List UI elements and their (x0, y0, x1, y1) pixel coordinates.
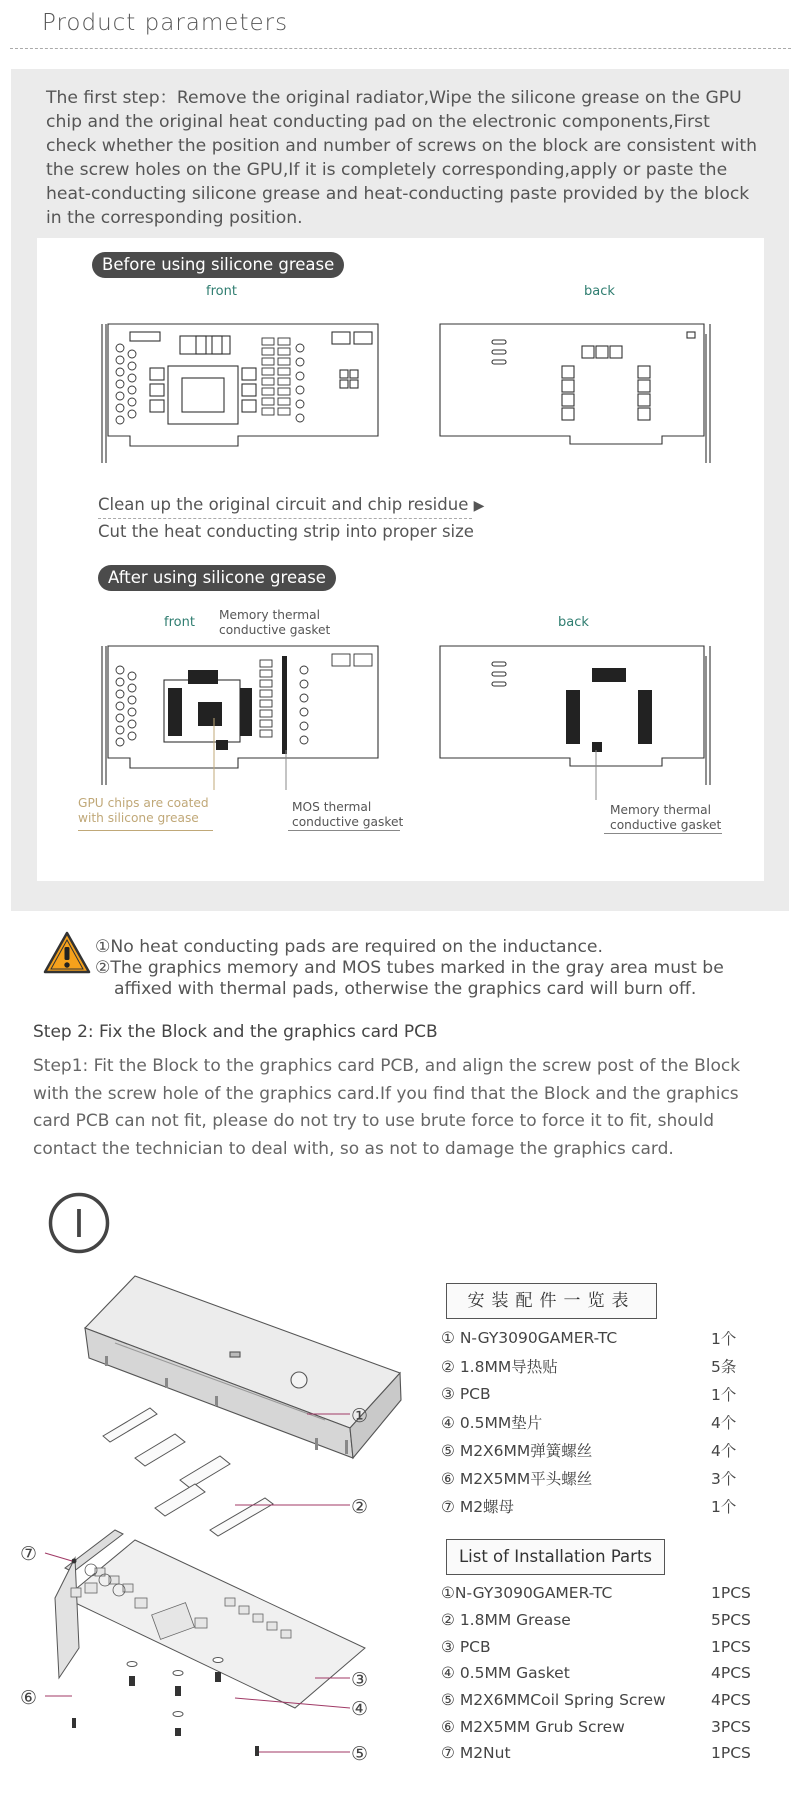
list-item: ⑦ M2Nut 1PCS (441, 1744, 751, 1763)
memory-gasket-underline (604, 833, 722, 834)
step-number-text: I (73, 1202, 85, 1246)
after-title-pill: After using silicone grease (98, 565, 336, 591)
list-item: ③ PCB 1个 (441, 1385, 737, 1404)
list-item: ④ 0.5MM垫片 4个 (441, 1414, 737, 1432)
callout-1: ① (351, 1405, 369, 1427)
list-item: ⑤ M2X6MMCoil Spring Screw 4PCS (441, 1691, 751, 1710)
after-back-label: back (558, 615, 589, 630)
thermal-pads (103, 1408, 273, 1536)
page-title: Product parameters (42, 10, 289, 36)
list-item: ① N-GY3090GAMER-TC 1个 (441, 1329, 737, 1348)
cut-strip-text: Cut the heat conducting strip into proper size (98, 522, 474, 541)
step2-body: Step1: Fit the Block to the graphics card PCB, and align the screw post of the Block with the screw hole of the graphics card.If you find that the Block and the graphics card PCB can not fit, please do not try to use brute force to force it to fit, should contact the technician to deal with, so as not to damage the graphics card. (33, 1056, 741, 1159)
list-item: ⑦ M2螺母 1个 (441, 1498, 737, 1516)
callout-2: ② (351, 1496, 369, 1518)
clean-divider (98, 518, 472, 519)
mos-gasket-label: MOS thermal conductive gasket (292, 800, 404, 829)
before-back-label: back (584, 284, 615, 299)
parts-list-en-title: List of Installation Parts (446, 1539, 665, 1575)
mos-gasket-underline (288, 830, 400, 831)
callout-3: ③ (351, 1669, 369, 1691)
list-item: ⑤ M2X6MM弹簧螺丝 4个 (441, 1442, 737, 1460)
pcb-front-before (100, 318, 385, 468)
parts-list-cn (441, 1324, 761, 1520)
list-item: ①N-GY3090GAMER-TC 1PCS (441, 1584, 751, 1603)
step-number-circle (48, 1192, 112, 1256)
waterblock (85, 1276, 401, 1458)
before-front-label: front (206, 284, 237, 299)
list-item: ⑥ M2X5MM平头螺丝 3个 (441, 1470, 737, 1488)
gpu-grease-label: GPU chips are coated with silicone grease (78, 796, 209, 825)
callout-4: ④ (351, 1698, 369, 1720)
title-divider (10, 48, 791, 49)
list-item: ④ 0.5MM Gasket 4PCS (441, 1664, 751, 1683)
graphics-card-pcb (55, 1530, 365, 1708)
list-item: ③ PCB 1PCS (441, 1637, 751, 1656)
memory-gasket-label-back: Memory thermal conductive gasket (610, 803, 722, 832)
warning-icon (42, 930, 92, 976)
pcb-front-after (100, 640, 385, 810)
exploded-assembly-diagram (15, 1268, 435, 1765)
after-front-label: front (164, 615, 195, 630)
gpu-grease-underline (78, 830, 213, 831)
pcb-back-after (432, 640, 717, 810)
step2-heading: Step 2: Fix the Block and the graphics card PCB (33, 1022, 438, 1042)
before-title-pill: Before using silicone grease (92, 252, 344, 278)
parts-list-en (441, 1580, 761, 1767)
list-item: ② 1.8MM导热贴 5条 (441, 1358, 737, 1376)
callout-6: ⑥ (20, 1687, 38, 1709)
callout-5: ⑤ (351, 1743, 369, 1765)
callout-7: ⑦ (20, 1543, 38, 1565)
list-item: ② 1.8MM Grease 5PCS (441, 1611, 751, 1630)
clean-up-text: Clean up the original circuit and chip residue ▶ (98, 495, 485, 514)
warning-notes: ①No heat conducting pads are required on the inductance. ②The graphics memory and MOS tubes marked in the gray area must be affixed with thermal pads, otherwise the graphics card will burn off. (95, 937, 724, 999)
intro-text: The first step：Remove the original radiator,Wipe the silicone grease on the GPU chip and the original heat conducting pad on the electronic components,First check whether the position and number of screws on the block are consistent with the screw holes on the GPU,If it is completely corresponding,apply or paste the heat-conducting silicone grease and heat-conducting paste provided by the block in the corresponding position. (46, 88, 758, 228)
parts-list-cn-title: 安装配件一览表 (446, 1283, 657, 1319)
list-item: ⑥ M2X5MM Grub Screw 3PCS (441, 1717, 751, 1736)
pcb-back-before (432, 318, 717, 468)
memory-gasket-label-front: Memory thermal conductive gasket (219, 608, 331, 637)
